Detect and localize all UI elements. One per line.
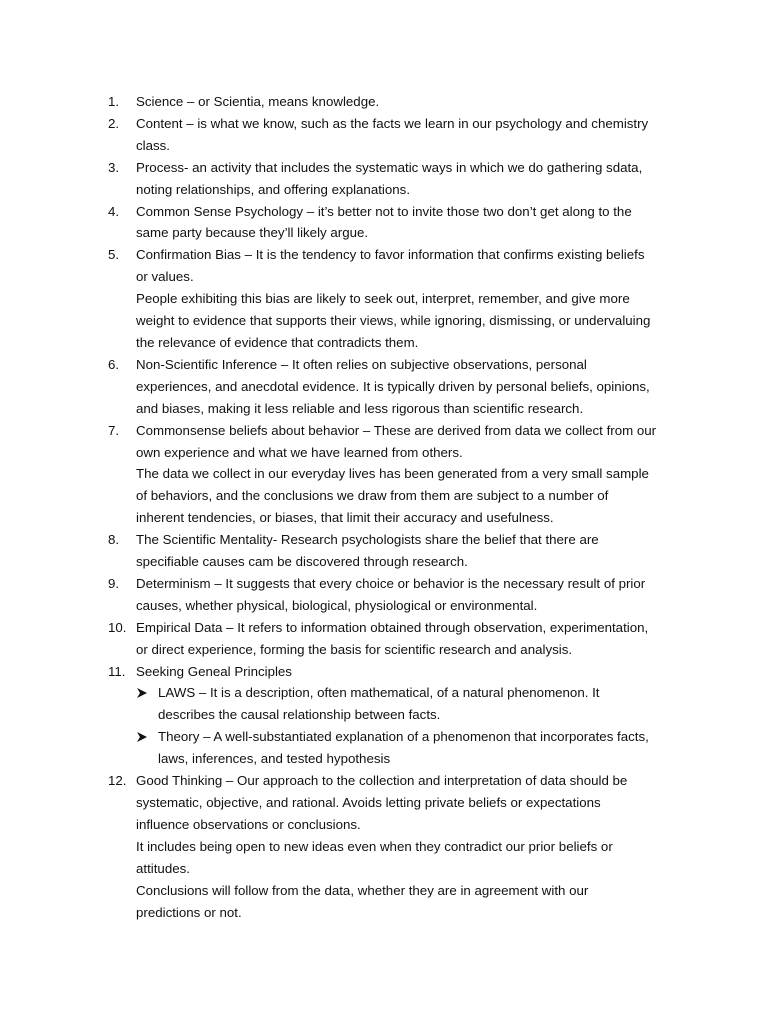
item-text: Process- an activity that includes the systematic ways in which we do gathering sdata, bbox=[136, 159, 643, 175]
item-text: Empirical Data – It refers to information obtained through observation, experimentation, bbox=[136, 619, 649, 635]
item-text: People exhibiting this bias are likely to seek out, interpret, remember, and give more bbox=[136, 291, 630, 307]
item-text: the relevance of evidence that contradicts them. bbox=[136, 334, 419, 350]
item-number: 4. bbox=[108, 203, 120, 219]
list-item bbox=[108, 113, 688, 157]
item-text: Confirmation Bias – It is the tendency to favor information that confirms existing beliefs bbox=[136, 247, 645, 263]
list-item bbox=[108, 354, 688, 420]
item-number: 2. bbox=[108, 115, 120, 131]
item-text: Commonsense beliefs about behavior – These are derived from data we collect from our bbox=[136, 422, 657, 438]
list-item bbox=[108, 661, 688, 771]
item-text: causes, whether physical, biological, physiological or environmental. bbox=[136, 597, 538, 613]
item-text: Good Thinking – Our approach to the collection and interpretation of data should be bbox=[136, 773, 628, 789]
item-text: Common Sense Psychology – it’s better not to invite those two don’t get along to the bbox=[136, 203, 632, 219]
sub-list-item bbox=[136, 682, 688, 726]
item-text: same party because they’ll likely argue. bbox=[136, 225, 369, 241]
item-text: of behaviors, and the conclusions we draw from them are subject to a number of bbox=[136, 488, 609, 504]
item-text: Conclusions will follow from the data, whether they are in agreement with our bbox=[136, 882, 589, 898]
item-number: 9. bbox=[108, 575, 120, 591]
sub-item-text: LAWS – It is a description, often mathematical, of a natural phenomenon. It bbox=[158, 685, 600, 701]
list-item bbox=[108, 529, 688, 573]
item-number: 5. bbox=[108, 247, 120, 263]
list-item bbox=[108, 770, 688, 923]
item-text: or direct experience, forming the basis for scientific research and analysis. bbox=[136, 641, 573, 657]
item-text: predictions or not. bbox=[136, 904, 242, 920]
list-item bbox=[108, 420, 688, 530]
item-number: 1. bbox=[108, 94, 120, 109]
item-text: Content – is what we know, such as the facts we learn in our psychology and chemistry bbox=[136, 115, 649, 131]
item-text: Science – or Scientia, means knowledge. bbox=[136, 94, 380, 109]
sub-list-item bbox=[136, 726, 688, 770]
item-number: 8. bbox=[108, 532, 120, 548]
item-text: The Scientific Mentality- Research psychologists share the belief that there are bbox=[136, 532, 599, 548]
item-text: noting relationships, and offering explanations. bbox=[136, 181, 411, 197]
item-text: attitudes. bbox=[136, 860, 190, 876]
item-number: 11. bbox=[108, 663, 126, 679]
item-text: inherent tendencies, or biases, that limit their accuracy and usefulness. bbox=[136, 510, 554, 526]
item-text: weight to evidence that supports their views, while ignoring, dismissing, or undervaluing bbox=[136, 313, 651, 329]
item-number: 12. bbox=[108, 773, 127, 789]
item-text: The data we collect in our everyday lives has been generated from a very small sample bbox=[136, 466, 649, 482]
item-text: or values. bbox=[136, 269, 194, 285]
sub-item-text: Theory – A well-substantiated explanation of a phenomenon that incorporates facts, bbox=[158, 729, 649, 745]
item-text: influence observations or conclusions. bbox=[136, 816, 361, 832]
item-text: experiences, and anecdotal evidence. It is typically driven by personal beliefs, opinions, bbox=[136, 378, 650, 394]
arrowhead-bullet-icon bbox=[136, 682, 152, 704]
list-item bbox=[108, 244, 688, 354]
list-item bbox=[108, 157, 688, 201]
item-text: class. bbox=[136, 137, 170, 153]
list-item bbox=[108, 617, 688, 661]
item-text: own experience and what we have learned from others. bbox=[136, 444, 463, 460]
item-text: systematic, objective, and rational. Avoids letting private beliefs or expectations bbox=[136, 795, 601, 810]
item-number: 6. bbox=[108, 356, 120, 372]
arrowhead-bullet-icon bbox=[136, 726, 152, 748]
item-text: and biases, making it less reliable and less rigorous than scientific research. bbox=[136, 400, 584, 416]
list-item bbox=[108, 573, 688, 617]
item-number: 3. bbox=[108, 159, 120, 175]
item-text: Determinism – It suggests that every choice or behavior is the necessary result of prior bbox=[136, 575, 646, 591]
item-number: 10. bbox=[108, 619, 127, 635]
item-text: specifiable causes cam be discovered through research. bbox=[136, 554, 468, 570]
list-item bbox=[108, 91, 688, 113]
numbered-list bbox=[108, 91, 688, 923]
sub-item-text: describes the causal relationship between facts. bbox=[158, 707, 441, 723]
item-text: Non-Scientific Inference – It often relies on subjective observations, personal bbox=[136, 356, 587, 372]
item-text: It includes being open to new ideas even when they contradict our prior beliefs or bbox=[136, 838, 613, 854]
item-text: Seeking Geneal Principles bbox=[136, 663, 292, 679]
list-item bbox=[108, 201, 688, 245]
item-number: 7. bbox=[108, 422, 120, 438]
sub-item-text: laws, inferences, and tested hypothesis bbox=[158, 751, 391, 767]
